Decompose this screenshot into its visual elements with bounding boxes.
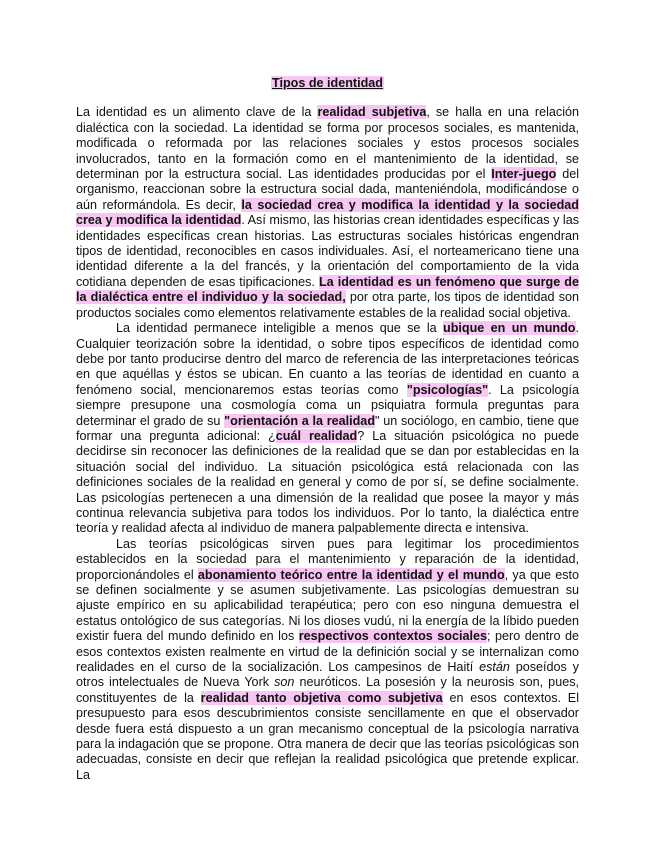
text-run: del organismo, reaccionan sobre la estructura social dada, manteniéndola, modificándose o aún reformándola. Es decir, [76, 167, 580, 212]
text-run: La identidad es un alimento clave de la [76, 105, 318, 120]
highlighted-text: realidad tanto objetiva como subjetiva [200, 690, 443, 705]
highlighted-text: ubique en un mundo [443, 321, 576, 336]
text-run: neuróticos. La posesión y la neurosis son, pues, constituyentes de la [76, 675, 579, 705]
text-run: " un sociólogo, en cambio, tiene que formar una pregunta adicional: ¿ [76, 413, 580, 443]
paragraph [76, 321, 579, 537]
highlighted-text: "psicologías" [406, 382, 489, 397]
text-run: poseídos y otros intelectuales de Nueva York [76, 660, 579, 690]
text-run: , ya que esto se definen socialmente y se asumen subjetivamente. Las psicologías demuestran su ajuste empírico en su aplicabilidad terapéutica; pero con eso ninguna demuestra el estatus ontológico de sus categorías. Ni los dioses vudú, ni la energía de la líbido pueden existir fuera del mundo definido en los [76, 567, 579, 644]
highlighted-text: realidad subjetiva [317, 105, 427, 120]
text-run: en esos contextos. El presupuesto para esos descubrimientos consiste sencillamente en que el observador desde fuera está dispuesto a un gran mecanismo conceptual de la psicología narrativa para la indagación que se propone. Otra manera de decir que las teorías psicológicas son adecuadas, consiste en decir que reflejan la realidad psicológica que pretende explicar. La [76, 690, 579, 782]
text-run: ? La situación psicológica no puede decidirse sin reconocer las definiciones de la realidad que se dan por establecidas en la situación social del individuo. La situación psicológica está relacionada con las definiciones sociales de la realidad en general y como de por sí, se define socialmente. Las psicologías pertenecen a una dimensión de la realidad que posee la mayor y más continua relevancia subjetiva para todos los individuos. Por lo tanto, la dialéctica entre teoría y realidad afecta al individuo de manera palpablemente directa e intensiva. [76, 428, 580, 536]
text-run: . Así mismo, las historias crean identidades específicas y las identidades específicas crean historias. Las estructuras sociales históricas engendran tipos de identidad, reconocibles en casos individuales. Así, el norteamericano tiene una identidad diferente a la del francés, y la orientación del comportamiento de la vida cotidiana dependen de esas tipificaciones. [76, 213, 579, 289]
text-run: . Cualquier teorización sobre la identidad, o sobre tipos específicos de identidad como debe por tanto producirse dentro del marco de referencia de las interpretaciones teóricas en que aquéllas y éstos se ubican. En cuanto a las teorías de identidad en cuanto a fenómeno social, mencionaremos estas teorías como [76, 321, 579, 397]
highlighted-text: cuál realidad [275, 428, 358, 443]
text-run: Las teorías psicológicas sirven pues para legitimar los procedimientos establecidos en la sociedad para el mantenimiento y reparación de la identidad, proporcionándoles el [76, 536, 579, 582]
italic-text: son [274, 675, 295, 690]
text-run: ; pero dentro de esos contextos existen realmente en virtud de la definición social y se internalizan como realidades en el curso de la socialización. Los campesinos de Haití [76, 629, 579, 675]
document-page [76, 76, 579, 783]
document-title [76, 76, 579, 91]
text-run: . La psicología siempre presupone una cosmología coma un psiquiatra formula preguntas para determinar el grado de su [76, 382, 580, 428]
text-run: por otra parte, los tipos de identidad son productos sociales como elementos relativamente estables de la realidad social objetiva. [76, 290, 580, 320]
highlighted-text: Inter-juego [491, 167, 557, 182]
paragraph [76, 537, 579, 784]
text-run: , se halla en una relación dialéctica con la sociedad. La identidad se forma por procesos sociales, es mantenida, modificada o reformada por las relaciones sociales y estos procesos sociales involucrados, tanto en la formación como en el mantenimiento de la identidad, se determinan por la estructura social. Las identidades producidas por el [76, 105, 580, 182]
text-run: La identidad permanece inteligible a menos que se la [116, 321, 444, 336]
document-body [76, 105, 579, 783]
paragraph [76, 105, 579, 321]
highlighted-text: abonamiento teórico entre la identidad y el mundo [197, 567, 505, 582]
highlighted-text: la sociedad crea y modifica la identidad y la sociedad crea y modifica la identidad [76, 197, 579, 228]
document-title-text: Tipos de identidad [271, 76, 384, 90]
highlighted-text: respectivos contextos sociales [298, 629, 488, 644]
highlighted-text: "orientación a la realidad [224, 413, 376, 428]
italic-text: están [479, 660, 510, 675]
highlighted-text: La identidad es un fenómeno que surge de la dialéctica entre el individuo y la sociedad, [76, 274, 580, 305]
